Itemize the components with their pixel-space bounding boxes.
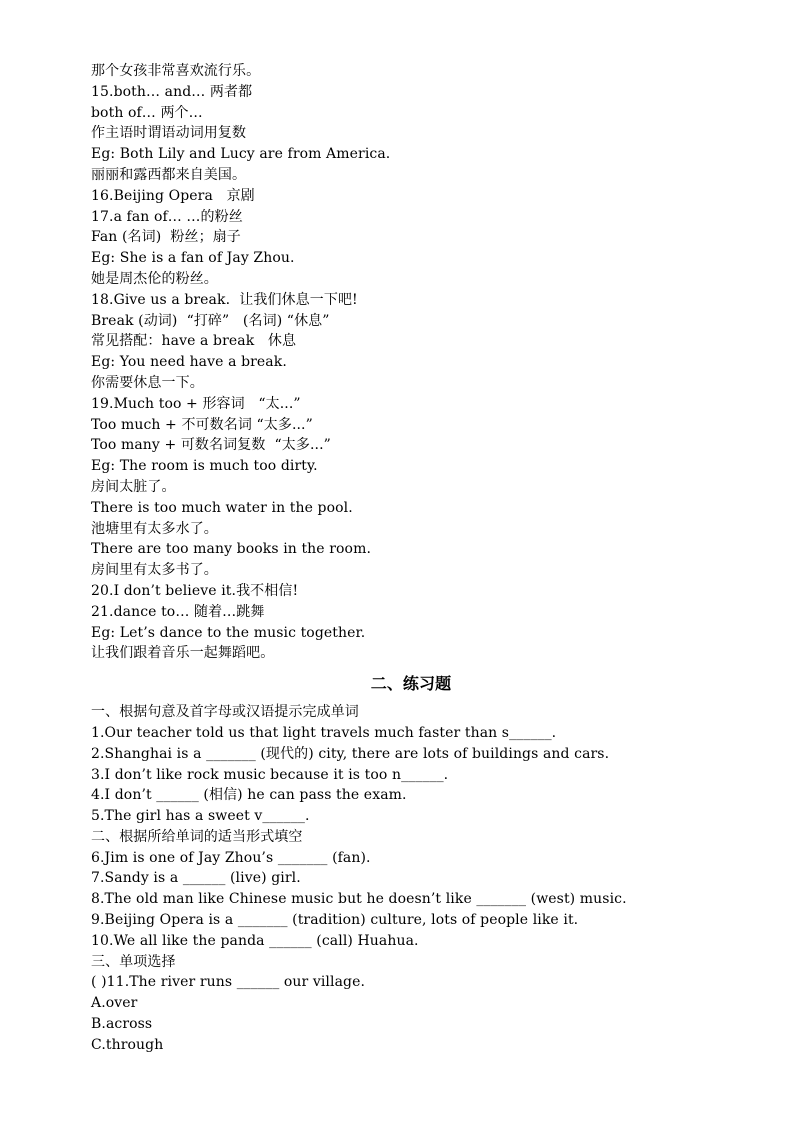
- note-line: Eg: Both Lily and Lucy are from America.: [91, 146, 391, 163]
- note-line: Eg: The room is much too dirty.: [91, 458, 318, 475]
- note-line: 18.Give us a break. 让我们休息一下吧!: [91, 291, 358, 308]
- note-line: 你需要休息一下。: [91, 374, 204, 391]
- note-line: 16.Beijing Opera 京剧: [91, 187, 255, 204]
- document-content: [91, 61, 731, 1056]
- exercise-question: 3.I don’t like rock music because it is too n______.: [91, 766, 449, 783]
- note-line: 15.both… and… 两者都: [91, 83, 253, 100]
- note-line: Too many + 可数名词复数 “太多...”: [91, 437, 331, 454]
- exercise-question: 1.Our teacher told us that light travels much faster than s______.: [91, 724, 557, 741]
- note-line: 20.I don’t believe it.我不相信!: [91, 582, 299, 599]
- note-line: Too much + 不可数名词 “太多...”: [91, 416, 313, 433]
- note-line: 房间太脏了。: [91, 478, 176, 495]
- exercise-question: 6.Jim is one of Jay Zhou’s _______ (fan).: [91, 849, 371, 866]
- section-title: 二、练习题: [370, 674, 452, 694]
- note-line: Break (动词) “打碎” (名词) “休息”: [91, 312, 330, 329]
- exercise-question: ( )11.The river runs ______ our village.: [91, 974, 366, 991]
- exercise-question: 7.Sandy is a ______ (live) girl.: [91, 870, 301, 887]
- note-line: Fan (名词) 粉丝；扇子: [91, 229, 241, 246]
- note-line: 那个女孩非常喜欢流行乐。: [91, 63, 261, 79]
- exercise-question: 2.Shanghai is a _______ (现代的) city, there are lots of buildings and cars.: [91, 745, 610, 762]
- note-line: 池塘里有太多水了。: [91, 520, 218, 537]
- note-line: There are too many books in the room.: [91, 541, 372, 558]
- note-line: 常见搭配：have a break 休息: [91, 333, 297, 350]
- note-line: There is too much water in the pool.: [91, 499, 353, 516]
- note-line: Eg: Let’s dance to the music together.: [91, 624, 366, 641]
- note-line: 丽丽和露西都来自美国。: [91, 166, 247, 183]
- note-line: 房间里有太多书了。: [91, 562, 218, 579]
- answer-option: B.across: [91, 1016, 153, 1033]
- exercise-question: 8.The old man like Chinese music but he doesn’t like _______ (west) music.: [91, 891, 627, 908]
- exercise-question: 10.We all like the panda ______ (call) Huahua.: [91, 932, 419, 949]
- answer-option: A.over: [91, 995, 138, 1012]
- note-line: 21.dance to… 随着…跳舞: [91, 603, 265, 620]
- note-line: 17.a fan of… …的粉丝: [91, 208, 243, 225]
- note-line: 19.Much too + 形容词 “太...”: [91, 395, 301, 412]
- note-line: 让我们跟着音乐一起舞蹈吧。: [91, 645, 275, 662]
- note-line: Eg: You need have a break.: [91, 354, 287, 371]
- exercise-section-heading: 一、根据句意及首字母或汉语提示完成单词: [91, 704, 359, 721]
- answer-option: C.through: [91, 1036, 164, 1053]
- note-line: both of… 两个…: [91, 104, 203, 121]
- exercise-section-heading: 三、单项选择: [91, 953, 176, 970]
- exercise-question: 9.Beijing Opera is a _______ (tradition) culture, lots of people like it.: [91, 912, 579, 929]
- exercise-question: 5.The girl has a sweet v______.: [91, 808, 310, 825]
- note-line: Eg: She is a fan of Jay Zhou.: [91, 250, 295, 267]
- exercise-section-heading: 二、根据所给单词的适当形式填空: [91, 828, 303, 845]
- note-line: 作主语时谓语动词用复数: [91, 125, 247, 142]
- exercise-question: 4.I don’t ______ (相信) he can pass the exam.: [91, 787, 407, 804]
- note-line: 她是周杰伦的粉丝。: [91, 270, 218, 287]
